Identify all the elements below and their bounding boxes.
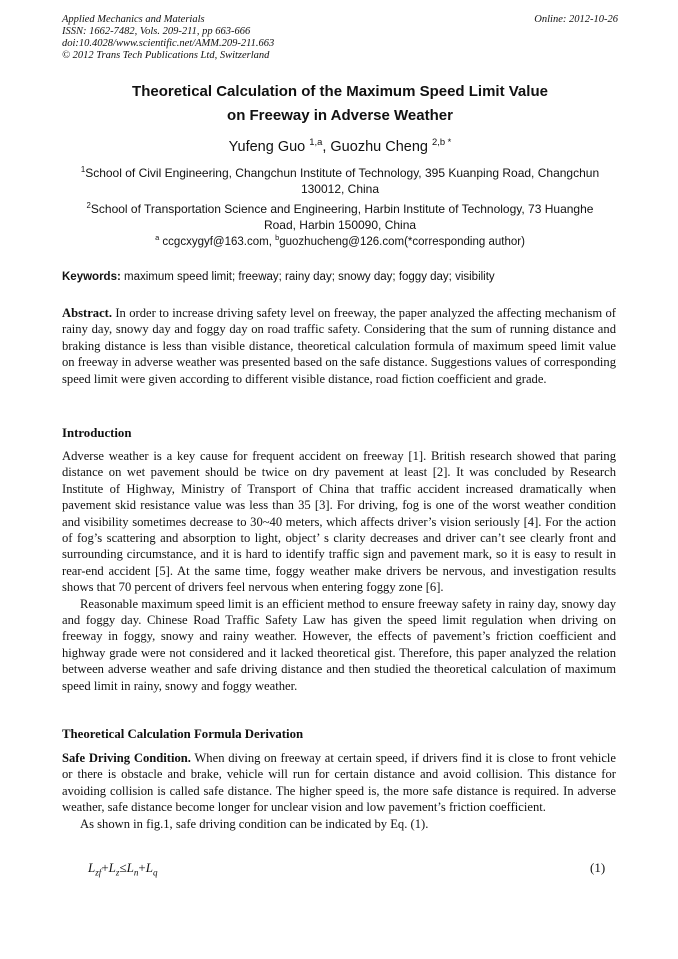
author-sep: , xyxy=(322,139,331,155)
affiliation-1-line-1: School of Civil Engineering, Changchun Institute of Technology, 395 Kuanping Road, Changchun xyxy=(85,166,600,180)
author-2: Guozhu Cheng xyxy=(330,139,432,155)
author-2-sup: 2,b * xyxy=(431,136,452,148)
keywords-text: maximum speed limit; freeway; rainy day; snowy day; foggy day; visibility xyxy=(120,271,495,283)
journal-header xyxy=(62,14,618,62)
introduction-para-1: Adverse weather is a key cause for frequent accident on freeway [1]. British research showed that paring distance on wet pavement should be twice on dry pavement at least [2]. It was concluded by Research Institute of Highway, Ministry of Transport of China that traffic accident increased dramatically when pavement skid resistance value was less than 35 [3]. For driving, fog is one of the worst weather condition and visibility sometimes decrease to 30~40 meters, which affects driver’s vision seriously [4]. For the action of fog’s scattering and absorption to light, object’ s clarity decreases and driver can’t see clearly front and surrounding circumstance, and it is hard to identify traffic sign and pavement mark, so it is easy to result in rear-end accident [5]. At the same time, foggy weather make drivers be nervous, and investigation results shows that 70 percent of drivers feel nervous when entering foggy zone [6]. xyxy=(62,449,616,595)
doi: doi:10.4028/www.scientific.net/AMM.209-211.663 xyxy=(62,38,275,49)
abstract-label: Abstract. xyxy=(62,306,113,320)
equation-number: (1) xyxy=(590,860,606,875)
introduction-body xyxy=(62,448,616,694)
keywords-label: Keywords: xyxy=(62,271,121,283)
author-1: Yufeng Guo xyxy=(228,139,310,155)
author-1-sup: 1,a xyxy=(309,136,323,148)
affiliation-2-line-2: Road, Harbin 150090, China xyxy=(263,218,417,232)
affiliation-2-num: 2 xyxy=(86,201,91,210)
issn: ISSN: 1662-7482, Vols. 209-211, pp 663-666 xyxy=(62,26,251,37)
email-b-sup: b xyxy=(275,233,280,243)
affiliation-2-line-1: School of Transportation Science and Engineering, Harbin Institute of Technology, 73 Huanghe xyxy=(90,202,594,216)
affiliation-1-num: 1 xyxy=(80,165,86,174)
derivation-heading: Theoretical Calculation Formula Derivation xyxy=(62,727,304,741)
author-list xyxy=(62,136,618,155)
copyright: © 2012 Trans Tech Publications Ltd, Switzerland xyxy=(62,50,270,61)
safe-driving-text: When diving on freeway at certain speed, if drivers find it is close to front vehicle or there is obstacle and brake, vehicle will run for certain distance and avoid collision. This distance for avoiding collision is called safe distance. The higher speed is, the more safe distance is required. In adverse weather, safe distance become longer for unclear vision and low pavement’s friction coefficient. xyxy=(62,751,617,815)
paper-title xyxy=(62,80,618,128)
affiliation-1 xyxy=(62,165,618,197)
safe-driving-para xyxy=(62,750,616,816)
email-a: ccgcxygyf@163.com, xyxy=(159,236,276,248)
safe-driving-label: Safe Driving Condition. xyxy=(62,751,191,765)
derivation-body xyxy=(62,750,616,832)
email-b: guozhucheng@126.com(*corresponding author) xyxy=(279,236,525,248)
online-date: Online: 2012-10-26 xyxy=(534,14,618,25)
abstract-text: In order to increase driving safety level on freeway, the paper analyzed the affecting mechanism of rainy day, snowy day and foggy day on road traffic safety. Considering that the sum of running distance and braking distance is less than visible distance, theoretical calculation formula of maximum speed limit value on freeway in adverse weather was presented based on the safe distance. Suggestions values of corresponding speed limit were given according to different visible distance, road fiction coefficient and grade. xyxy=(62,306,616,386)
email-line xyxy=(62,233,618,248)
title-line-2: on Freeway in Adverse Weather xyxy=(227,107,453,124)
affiliation-1-line-2: 130012, China xyxy=(300,182,380,196)
abstract xyxy=(62,305,616,387)
equation-1: $L_{zf}+L_z\le L_n+L_q$ xyxy=(88,860,158,878)
keywords xyxy=(62,271,618,283)
journal-name: Applied Mechanics and Materials xyxy=(62,14,205,25)
fig-reference: As shown in fig.1, safe driving condition can be indicated by Eq. (1). xyxy=(80,816,429,831)
introduction-heading: Introduction xyxy=(62,426,132,440)
introduction-para-2: Reasonable maximum speed limit is an efficient method to ensure freeway safety in rainy day, snowy day and foggy day. Chinese Road Traffic Safety Law has given the speed limit regulation when driving on freeway in foggy, snowy and rainy weather. However, the effects of pavement’s friction coefficient and highway grade were not considered and it lacked theoretical gist. Therefore, this paper analyzed the relation between adverse weather and safe driving distance and then studied the theoretical calculation of maximum speed limit in rainy, snowy and foggy weather. xyxy=(62,596,616,693)
affiliation-2 xyxy=(62,201,618,233)
title-line-1: Theoretical Calculation of the Maximum Speed Limit Value xyxy=(132,83,548,100)
email-a-sup: a xyxy=(155,233,160,243)
